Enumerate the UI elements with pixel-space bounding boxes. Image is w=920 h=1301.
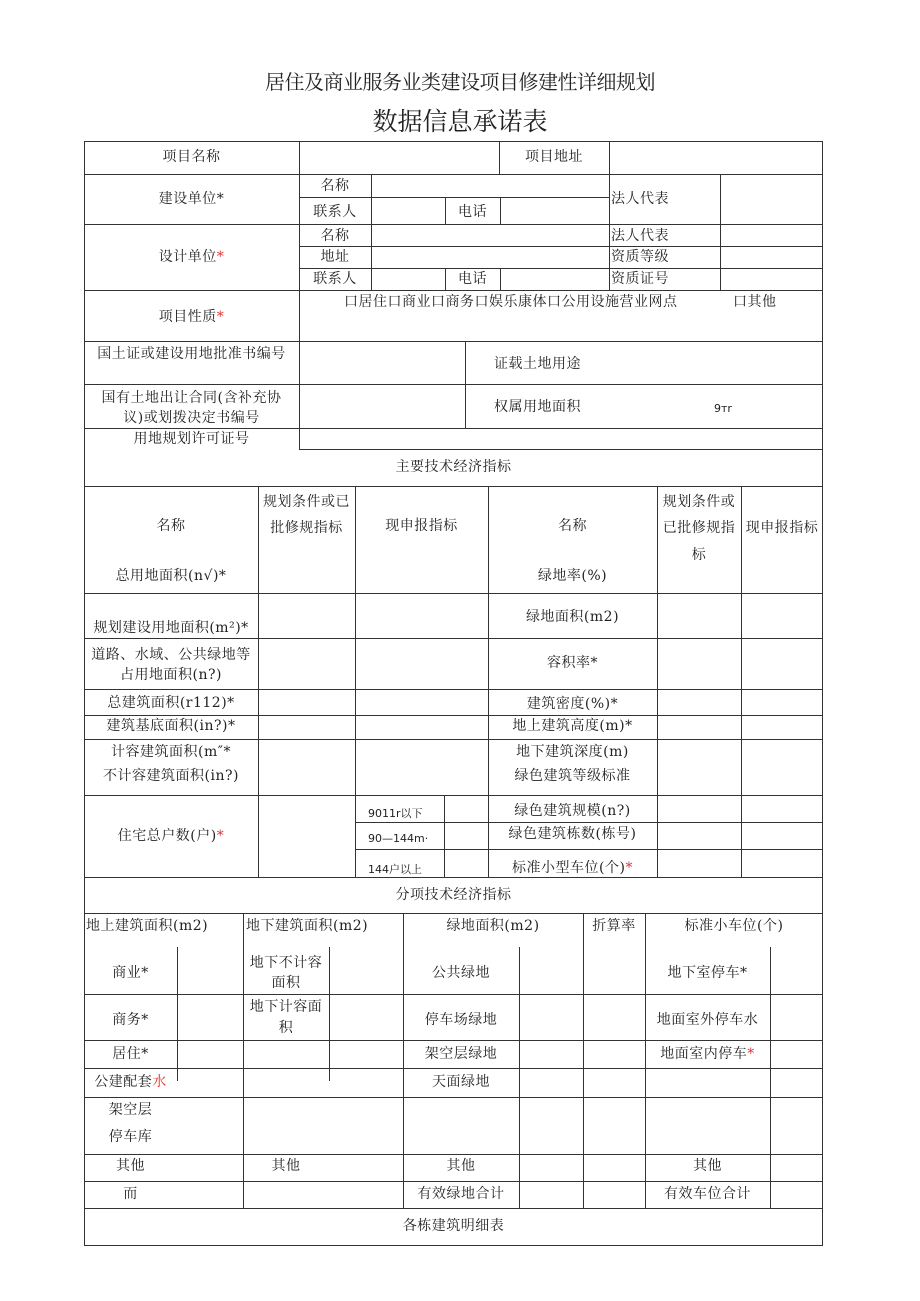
label-builder-legal-rep: 法人代表 [611, 191, 669, 207]
sub-parking-green: 停车场绿地 [424, 1012, 498, 1028]
sub-public-green: 公共绿地 [432, 965, 490, 981]
label-land-use: 证载土地用途 [494, 356, 581, 372]
sub-outdoor-parking: 地面室外停车水 [656, 1012, 759, 1028]
item-parking-spaces [488, 859, 657, 877]
item-planned-land-area: 规划建设用地面积(m²)* [93, 620, 249, 636]
header-green-area: 绿地面积(m2) [446, 918, 540, 934]
sub-stilt-line1: 架空层 [108, 1102, 153, 1118]
sub-ug-count-line1: 地下计容面 [249, 999, 323, 1015]
form-title-line2: 数据信息承诺表 [372, 107, 548, 136]
households-small: 9011r以下 [368, 807, 423, 820]
required-mark: * [216, 309, 225, 325]
required-mark: * [216, 249, 225, 265]
sub-ug-noncount-line2: 面积 [271, 975, 301, 991]
sub-public-facility-mark: 水 [152, 1074, 167, 1090]
label-land-cert: 国土证或建设用地批准书编号 [97, 346, 286, 362]
label-designer-name: 名称 [320, 228, 350, 244]
header-plan-left-1: 规划条件或已 [263, 494, 350, 510]
label-designer-legal-rep: 法人代表 [611, 228, 669, 244]
nature-other-option[interactable]: 口其他 [733, 294, 777, 310]
item-height: 地上建筑高度(m)* [512, 718, 633, 734]
sub-public-facility-text: 公建配套 [94, 1074, 153, 1090]
sub-business: 商务* [112, 1012, 149, 1028]
item-households [84, 827, 258, 845]
label-project-address: 项目地址 [525, 149, 583, 165]
households-medium: 90—144m· [368, 832, 429, 845]
sub-green-total: 有效绿地合计 [417, 1186, 505, 1202]
sub-other-below: 其他 [271, 1158, 301, 1174]
header-parking: 标准小车位(个) [684, 918, 784, 934]
label-contract-line2: 议)或划拨决定书编号 [123, 410, 260, 426]
section-sub-title: 分项技术经济指标 [395, 887, 512, 903]
sub-roof-green: 天面绿地 [432, 1074, 490, 1090]
label-contract-line1: 国有土地出让合同(含补充协 [101, 390, 282, 406]
required-mark: * [216, 828, 225, 844]
nature-options[interactable]: 口居住口商业口商务口娱乐康体口公用设施营业网点 [344, 294, 678, 310]
label-qual-cert: 资质证号 [611, 271, 669, 287]
header-below-ground: 地下建筑面积(m2) [246, 918, 369, 934]
sub-ug-noncount-line1: 地下不计容 [249, 955, 323, 971]
sub-ug-parking: 地下室停车* [667, 965, 748, 981]
sub-other-green: 其他 [446, 1158, 476, 1174]
item-far-area: 计容建筑面积(m″* [111, 744, 231, 760]
item-road-water-line1: 道路、水域、公共绿地等 [91, 647, 251, 663]
header-ratio: 折算率 [592, 918, 636, 934]
item-green-building-scale: 绿色建筑规模(n?) [514, 803, 631, 819]
header-above-ground: 地上建筑面积(m2) [86, 918, 209, 934]
section-detail-title: 各栋建筑明细表 [402, 1218, 505, 1234]
section-main-title: 主要技术经济指标 [395, 459, 512, 475]
item-green-ratio: 绿地率(%) [537, 568, 608, 584]
item-total-floor-area: 总建筑面积(r112)* [107, 695, 235, 711]
required-mark: * [747, 1046, 755, 1062]
item-green-building-count: 绿色建筑栋数(栋号) [508, 826, 637, 842]
sub-public-facility [84, 1073, 177, 1091]
sub-residential: 居住* [112, 1046, 149, 1062]
required-mark: * [216, 191, 225, 207]
label-project-nature [84, 308, 299, 326]
label-designer-address: 地址 [320, 249, 350, 265]
header-name-right: 名称 [558, 518, 587, 534]
item-parking-spaces-text: 标准小型车位(个) [512, 860, 626, 876]
owned-area-unit: 9тr [714, 402, 732, 415]
label-designer-text: 设计单位 [158, 249, 217, 265]
sub-commercial: 商业* [112, 965, 149, 981]
sub-other-parking: 其他 [693, 1158, 722, 1174]
header-name-left: 名称 [156, 518, 186, 534]
label-builder-contact: 联系人 [313, 204, 357, 220]
header-current-right: 现申报指标 [745, 520, 819, 536]
item-building-density: 建筑密度(%)* [526, 696, 619, 712]
sub-other-above: 其他 [116, 1158, 145, 1174]
item-non-far-area: 不计容建筑面积(in?) [103, 768, 239, 784]
item-road-water-line2: 占用地面积(n?) [120, 667, 222, 683]
header-plan-right-2: 已批修规指 [662, 520, 736, 536]
form-title-line1: 居住及商业服务业类建设项目修建性详细规划 [265, 70, 655, 94]
sub-ug-count-line2: 积 [278, 1020, 294, 1036]
item-green-area: 绿地面积(m2) [525, 609, 620, 625]
sub-indoor-parking-text: 地面室内停车 [660, 1046, 748, 1062]
sub-parking-total: 有效车位合计 [664, 1186, 751, 1202]
sub-stilt-green: 架空层绿地 [424, 1046, 498, 1062]
label-builder [84, 190, 299, 208]
item-green-building-level: 绿色建筑等级标准 [514, 768, 631, 784]
item-households-text: 住宅总户数(户) [117, 828, 217, 844]
label-designer-phone: 电话 [458, 271, 487, 287]
sub-er: 而 [123, 1186, 138, 1202]
label-designer-contact: 联系人 [313, 271, 357, 287]
label-permit: 用地规划许可证号 [133, 431, 250, 447]
header-current-left: 现申报指标 [385, 518, 458, 534]
sub-stilt-line2: 停车库 [108, 1129, 153, 1145]
required-mark: * [625, 860, 633, 876]
item-base-area: 建筑基底面积(in?)* [106, 718, 236, 734]
households-large: 144户以上 [368, 863, 422, 876]
label-builder-name: 名称 [320, 178, 350, 194]
header-plan-right-1: 规划条件或 [662, 494, 736, 510]
item-underground-depth: 地下建筑深度(m) [516, 744, 629, 760]
label-project-name: 项目名称 [162, 149, 221, 165]
label-owned-area: 权属用地面积 [494, 399, 581, 415]
header-plan-left-2: 批修规指标 [270, 520, 343, 536]
header-plan-right-3: 标 [691, 547, 707, 563]
item-far: 容积率* [547, 655, 598, 671]
label-builder-phone: 电话 [458, 204, 487, 220]
label-designer [84, 248, 299, 266]
label-project-nature-text: 项目性质 [158, 309, 217, 325]
label-builder-text: 建设单位 [158, 191, 217, 207]
label-qual-level: 资质等级 [611, 249, 669, 265]
item-total-land-area: 总用地面积(n√)* [115, 568, 227, 584]
sub-indoor-parking [645, 1045, 770, 1063]
